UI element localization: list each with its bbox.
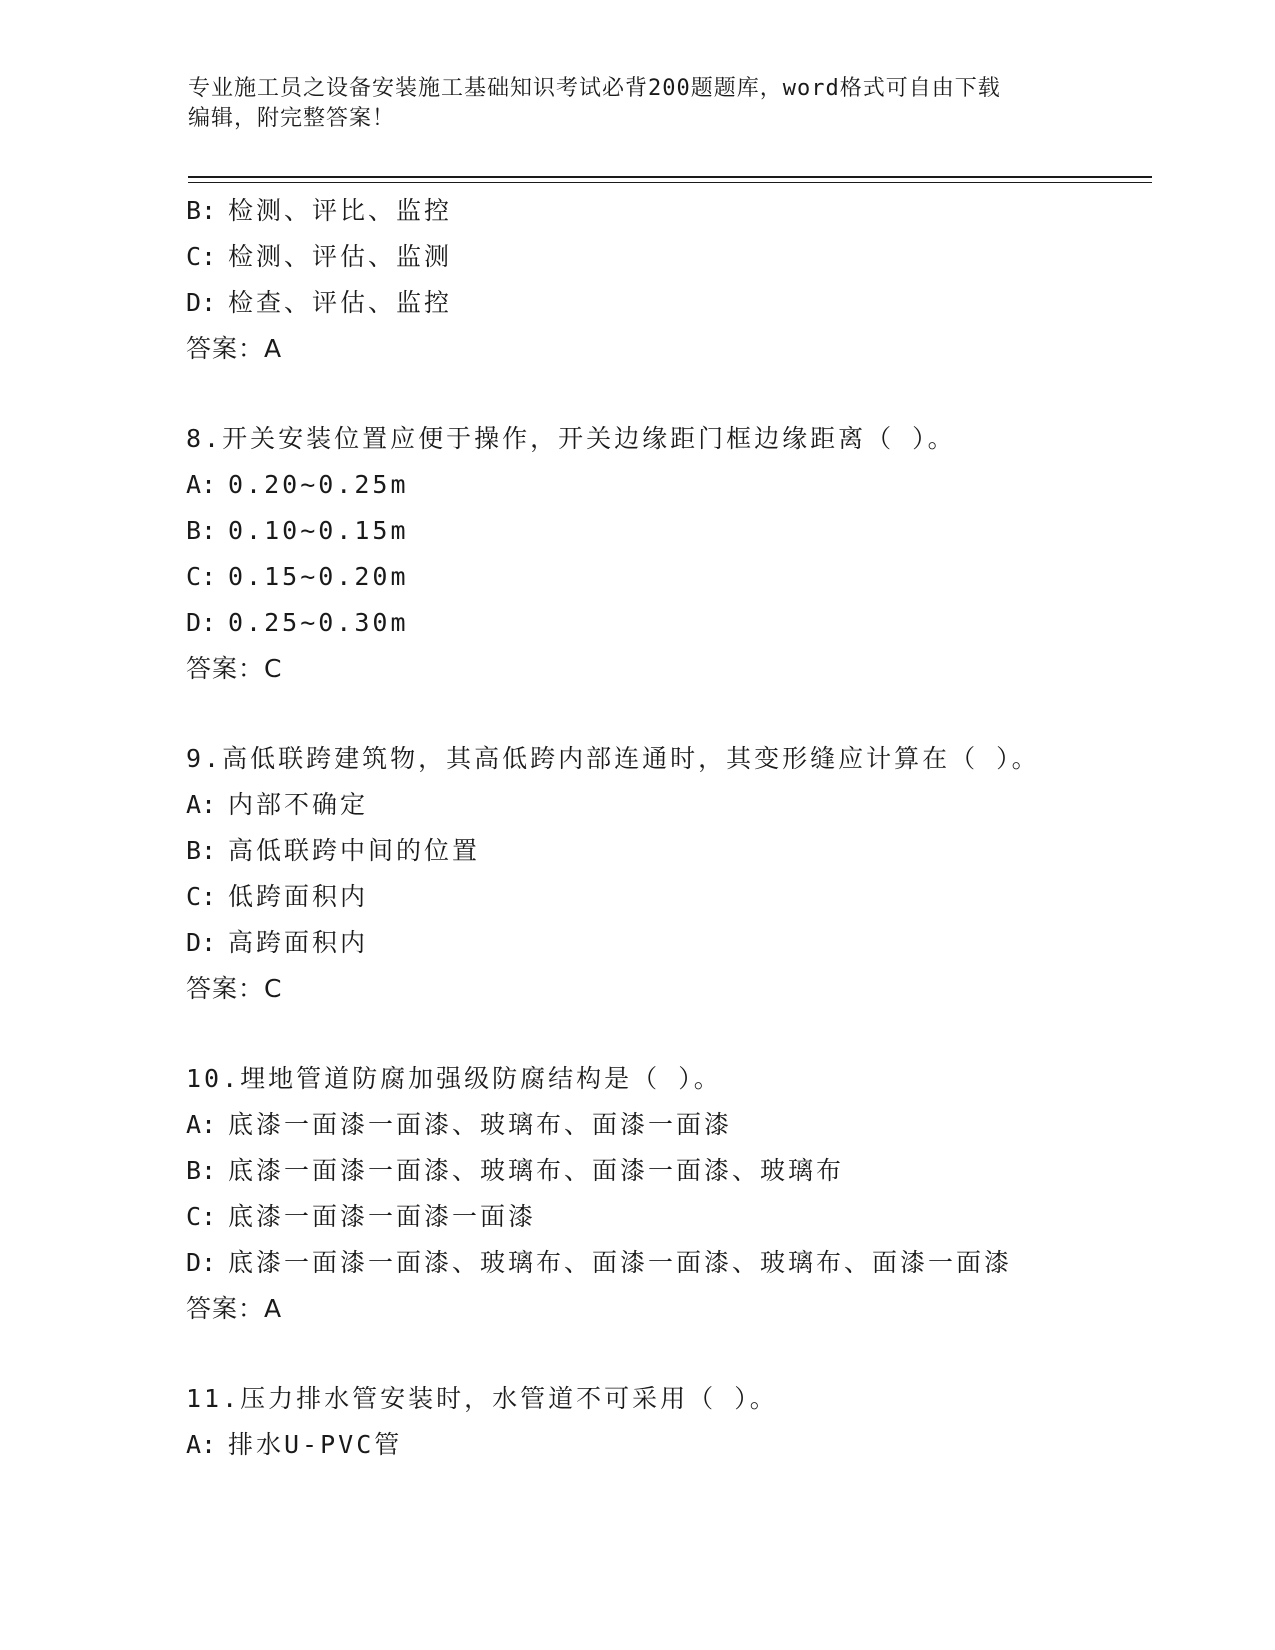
option-text: 底漆一面漆一面漆一面漆 [228,1202,537,1231]
option-text: 底漆一面漆一面漆、玻璃布、面漆一面漆、玻璃布、面漆一面漆 [228,1248,1013,1277]
option-text: 内部不确定 [228,790,369,819]
option-text: 检测、评估、监测 [228,242,453,271]
option-row [186,1240,1146,1286]
option-letter: D: [186,288,217,317]
option-row [186,188,1146,234]
answer-line: 答案：A [186,334,283,363]
option-letter: C: [186,1202,217,1231]
option-text: 0.10~0.15m [228,516,409,545]
option-row [186,554,1146,600]
option-letter: B: [186,1156,217,1185]
question-9 [186,736,1146,1012]
option-letter: A: [186,1110,217,1139]
option-letter: C: [186,882,217,911]
answer-line: 答案：C [186,654,283,683]
option-text: 0.20~0.25m [228,470,409,499]
spacer [186,1012,1146,1056]
header-line-2: 编辑，附完整答案！ [188,106,396,131]
option-row [186,234,1146,280]
option-row [186,1102,1146,1148]
question-8 [186,416,1146,692]
option-text: 0.15~0.20m [228,562,409,591]
header-divider-thick [188,176,1152,178]
option-text: 高低联跨中间的位置 [228,836,481,865]
spacer [186,1332,1146,1376]
option-row [186,828,1146,874]
answer-line: 答案：A [186,1294,283,1323]
option-letter: B: [186,196,217,225]
option-letter: B: [186,836,217,865]
header-line-1: 专业施工员之设备安装施工基础知识考试必背200题题库，word格式可自由下载 [188,76,1001,101]
option-row [186,1148,1146,1194]
question-7-continuation [186,188,1146,372]
option-text: 检查、评估、监控 [228,288,453,317]
option-text: 低跨面积内 [228,882,369,911]
option-row [186,920,1146,966]
question-title: 11.压力排水管安装时，水管道不可采用（ ）。 [186,1384,778,1413]
header-divider-thin [188,182,1152,183]
option-row [186,600,1146,646]
option-letter: A: [186,1430,217,1459]
option-letter: C: [186,562,217,591]
option-letter: A: [186,470,217,499]
question-10 [186,1056,1146,1332]
option-text: 0.25~0.30m [228,608,409,637]
option-text: 排水U-PVC管 [228,1430,403,1459]
option-row [186,462,1146,508]
option-letter: B: [186,516,217,545]
option-letter: D: [186,1248,217,1277]
question-content [186,188,1146,1468]
option-letter: D: [186,928,217,957]
option-text: 高跨面积内 [228,928,369,957]
option-row [186,508,1146,554]
spacer [186,372,1146,416]
option-letter: C: [186,242,217,271]
spacer [186,692,1146,736]
option-row [186,874,1146,920]
question-title: 8.开关安装位置应便于操作，开关边缘距门框边缘距离（ ）。 [186,424,956,453]
document-header [188,74,1068,134]
option-text: 底漆一面漆一面漆、玻璃布、面漆一面漆 [228,1110,733,1139]
option-text: 检测、评比、监控 [228,196,453,225]
option-letter: D: [186,608,217,637]
question-title: 10.埋地管道防腐加强级防腐结构是（ ）。 [186,1064,722,1093]
question-11 [186,1376,1146,1468]
answer-line: 答案：C [186,974,283,1003]
option-row [186,1194,1146,1240]
option-row [186,280,1146,326]
option-letter: A: [186,790,217,819]
option-text: 底漆一面漆一面漆、玻璃布、面漆一面漆、玻璃布 [228,1156,845,1185]
option-row [186,782,1146,828]
option-row [186,1422,1146,1468]
question-title: 9.高低联跨建筑物，其高低跨内部连通时，其变形缝应计算在（ ）。 [186,744,1040,773]
